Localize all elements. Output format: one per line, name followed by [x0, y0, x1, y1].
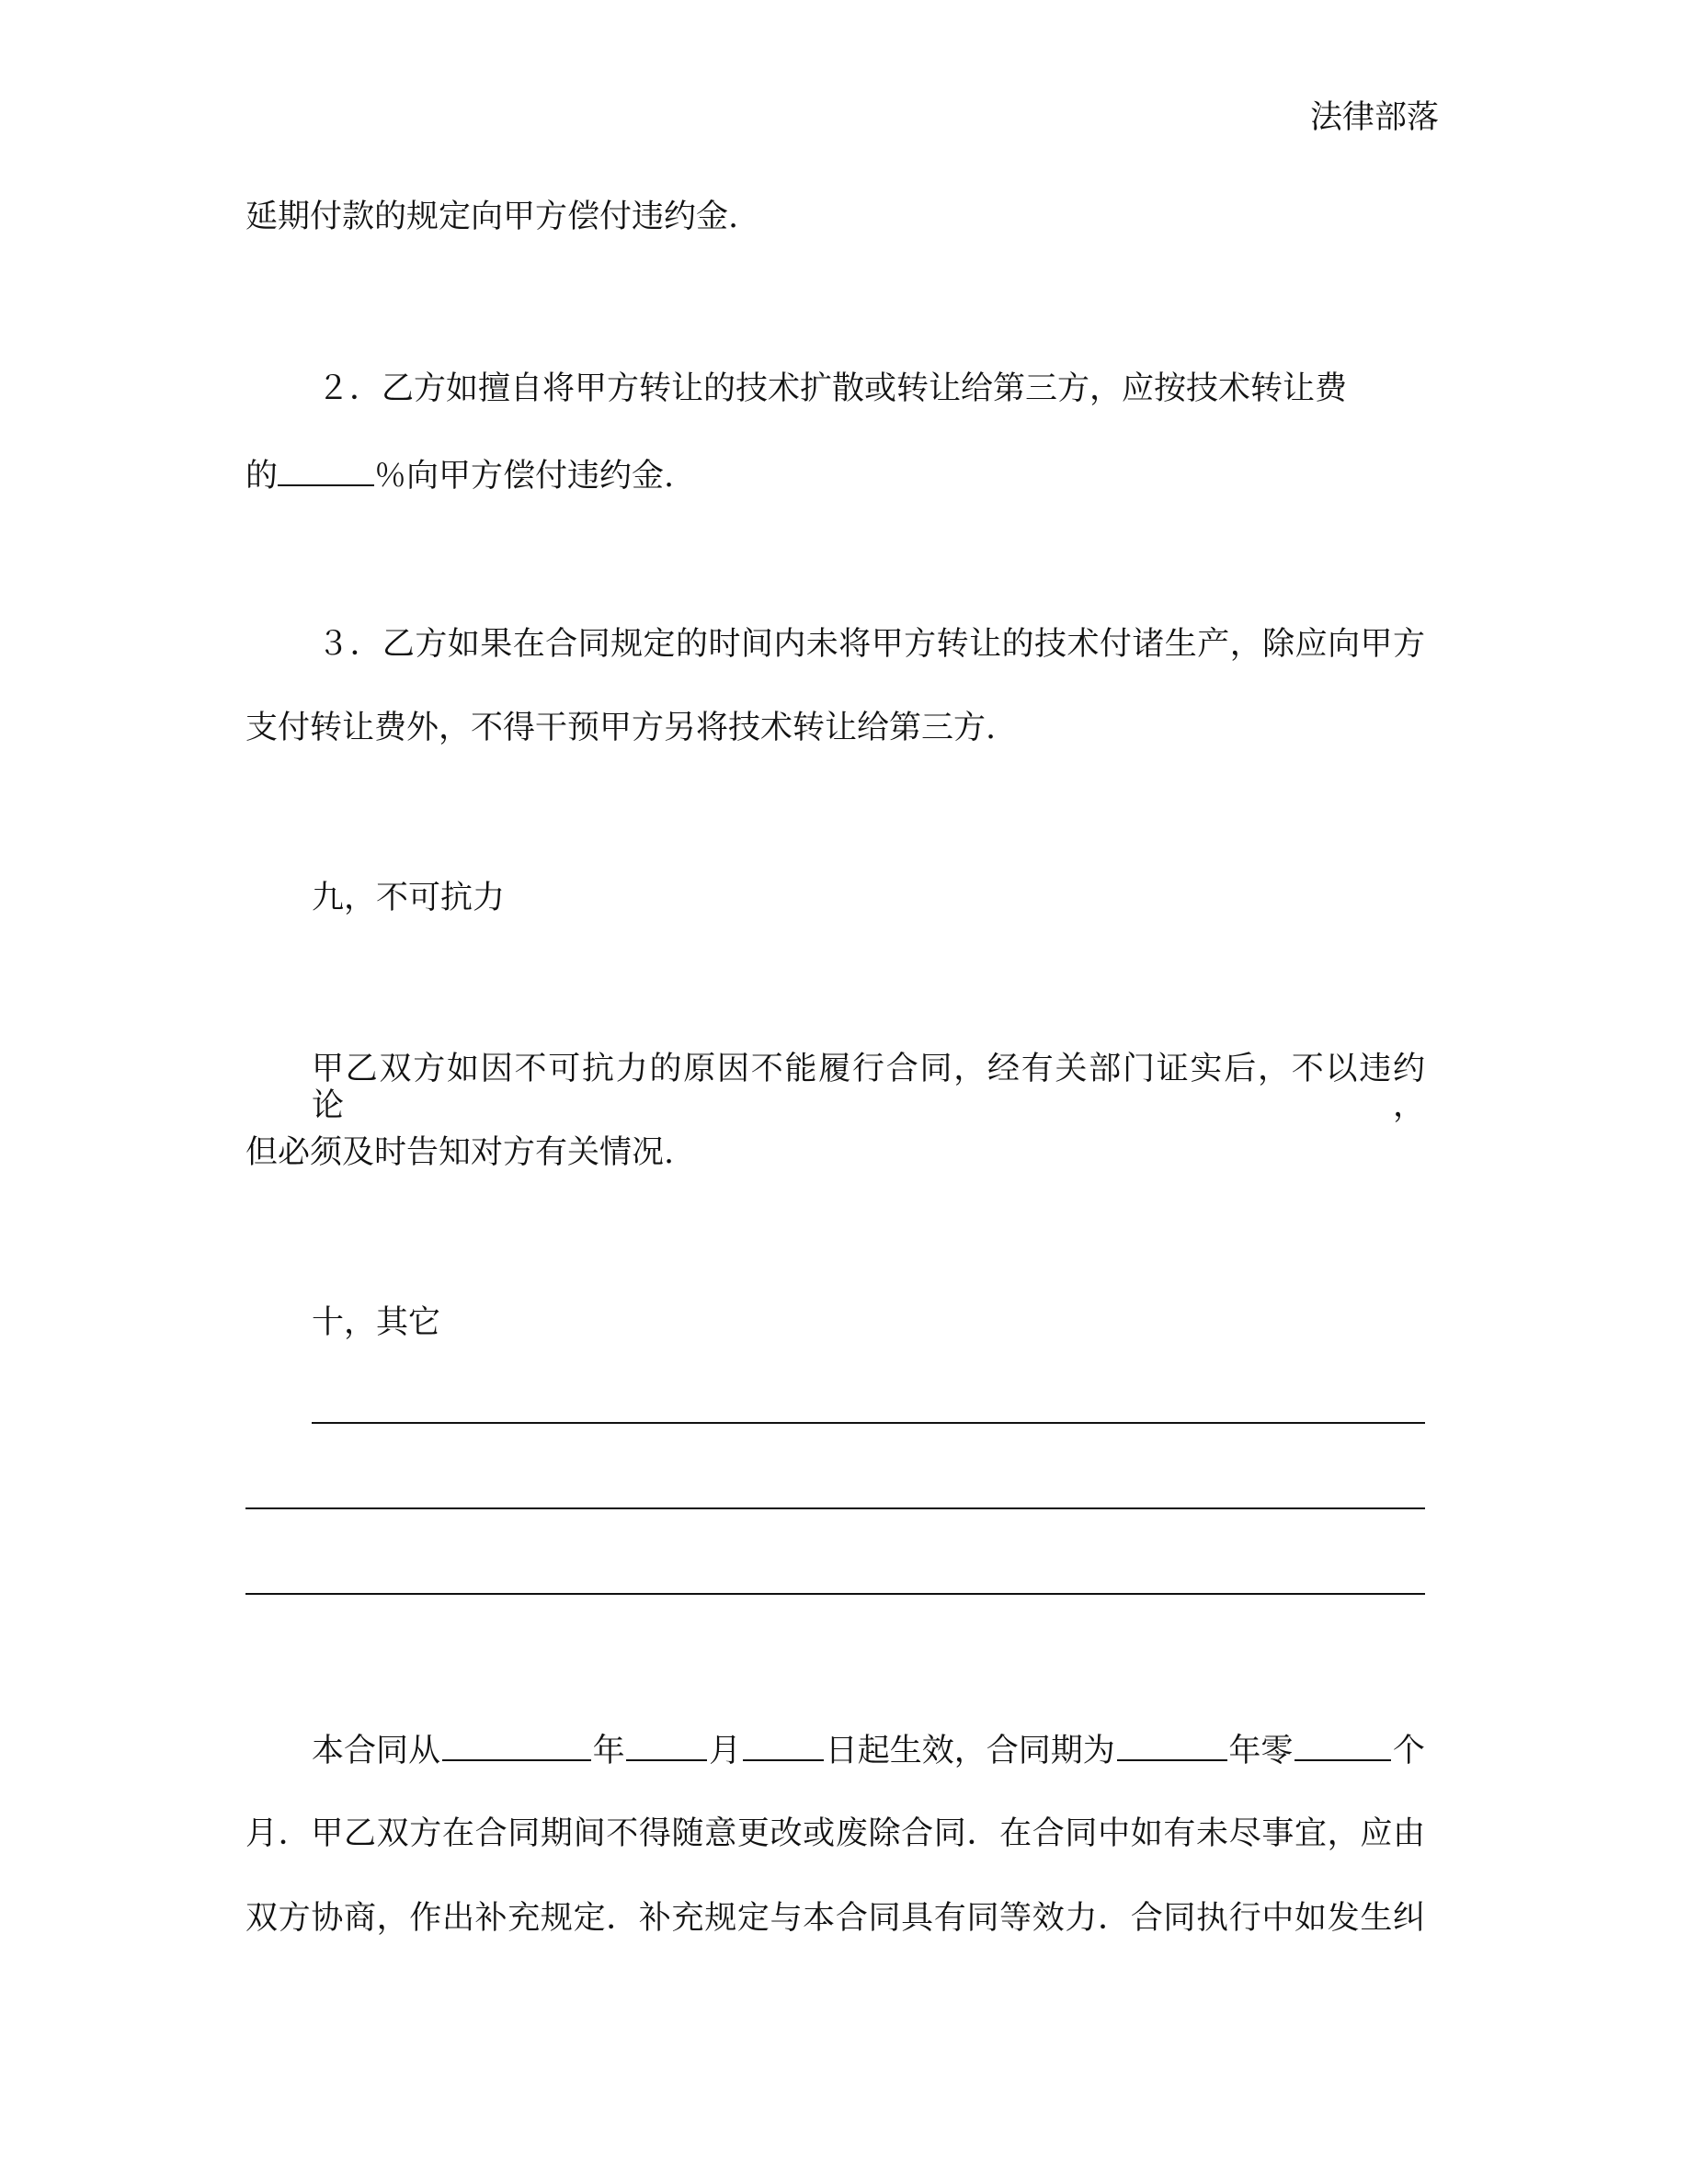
section-9-line-1: 甲乙双方如因不可抗力的原因不能履行合同，经有关部门证实后，不以违约论， [312, 1051, 1425, 1124]
paragraph-line: 延期付款的规定向甲方偿付违约金. [245, 199, 739, 235]
section-9-heading: 九，不可抗力 [312, 880, 506, 916]
percent-blank [278, 455, 374, 486]
clause-3-line-2: 支付转让费外，不得干预甲方另将技术转让给第三方. [245, 710, 997, 746]
final-text-b: 年 [592, 1733, 625, 1769]
clause-3-line-1: ３．乙方如果在合同规定的时间内未将甲方转让的技术付诸生产，除应向甲方 [317, 626, 1425, 663]
final-text-e: 年零 [1228, 1733, 1294, 1769]
clause-2-text-a: 的 [245, 458, 279, 495]
final-line-2: 月．甲乙双方在合同期间不得随意更改或废除合同．在合同中如有未尽事宜，应由 [245, 1815, 1425, 1852]
page-header: 法律部落 [1310, 99, 1440, 136]
final-line-3: 双方协商，作出补充规定．补充规定与本合同具有同等效力．合同执行中如发生纠 [245, 1900, 1425, 1937]
month-blank [626, 1730, 707, 1761]
final-text-d: 日起生效，合同期为 [825, 1733, 1115, 1769]
section-10-heading: 十，其它 [312, 1304, 441, 1341]
term-months-blank [1295, 1730, 1391, 1761]
year-blank [442, 1730, 591, 1761]
final-text-f: 个 [1392, 1733, 1425, 1769]
clause-2-text-b: ％向甲方偿付违约金. [374, 458, 675, 495]
clause-2-line-2 [245, 455, 674, 495]
blank-line-2 [245, 1507, 1425, 1509]
day-blank [743, 1730, 824, 1761]
blank-line-1 [312, 1422, 1425, 1424]
clause-2-line-1: ２．乙方如擅自将甲方转让的技术扩散或转让给第三方，应按技术转让费 [317, 370, 1348, 407]
blank-line-3 [245, 1593, 1425, 1595]
term-years-blank [1117, 1730, 1227, 1761]
section-9-line-2: 但必须及时告知对方有关情况. [245, 1134, 675, 1171]
final-text-c: 月 [709, 1733, 742, 1769]
effective-date-line [312, 1730, 1425, 1769]
final-text-a: 本合同从 [312, 1733, 441, 1769]
